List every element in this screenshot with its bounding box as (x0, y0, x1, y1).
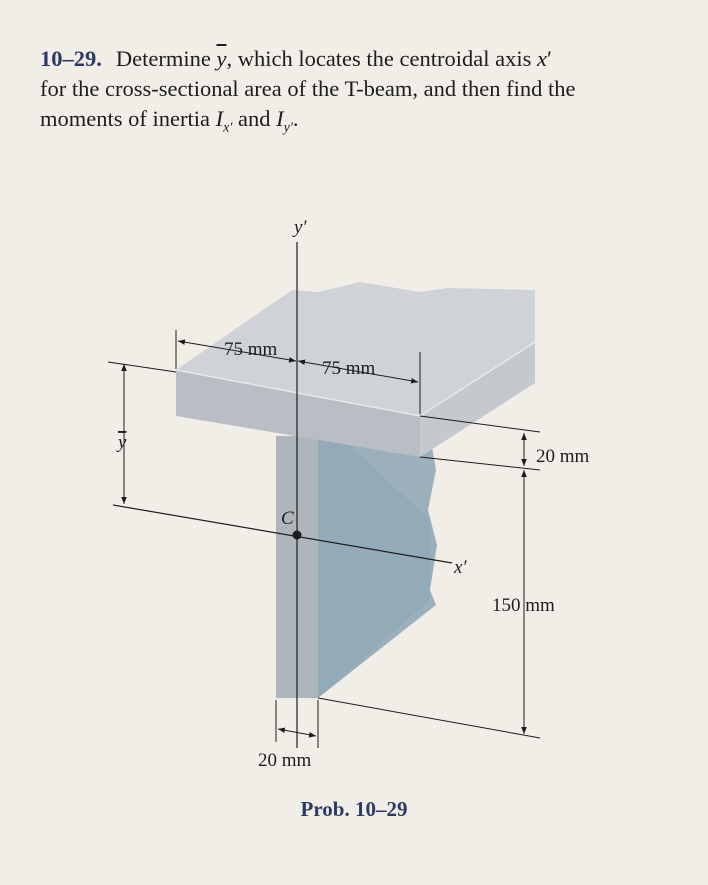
problem-number: 10–29. (40, 46, 102, 71)
label-web-thickness: 20 mm (258, 750, 312, 771)
label-x-prime: x′ (454, 557, 467, 578)
text-determine: Determine (115, 46, 211, 71)
text-and: and (238, 106, 271, 131)
centroid-point (293, 531, 302, 540)
ybar-symbol: $\overline{y}$ (216, 46, 227, 71)
problem-caption: Prob. 10–29 (300, 797, 408, 821)
label-ybar: y (118, 432, 127, 453)
x-axis-symbol: x (537, 46, 547, 71)
label-centroid-c: C (281, 508, 294, 529)
inertia-ix-symbol: $I_{x'}$ (215, 106, 233, 136)
label-flange-left: 75 mm (224, 339, 278, 360)
text-moments: moments of inertia (40, 106, 210, 131)
text-period: . (292, 106, 299, 131)
prime-mark: ′ (547, 46, 552, 71)
inertia-iy-symbol: $I_{y'}$ (276, 106, 293, 136)
label-y-prime: y′ (294, 217, 307, 238)
label-flange-thickness: 20 mm (536, 446, 590, 467)
problem-line-2: for the cross-sectional area of the T-beam, and then find the (40, 76, 576, 101)
label-flange-right: 75 mm (322, 358, 376, 379)
text-locates-axis: , which locates the centroidal axis (226, 46, 532, 71)
label-web-height: 150 mm (492, 595, 555, 616)
